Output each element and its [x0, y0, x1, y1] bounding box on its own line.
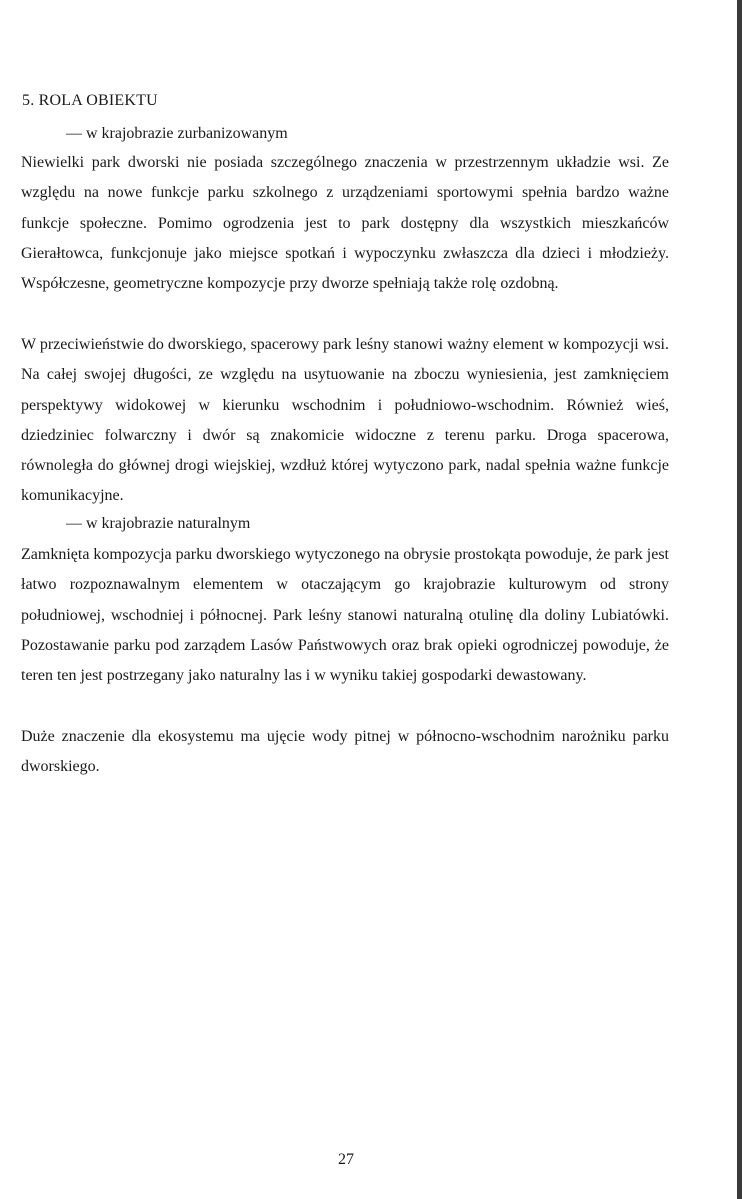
paragraph-natural-2: Duże znaczenie dla ekosystemu ma ujęcie wody pitnej w północno-wschodnim narożniku parku dworskiego. [21, 728, 669, 776]
paragraph-natural-1: Zamknięta kompozycja parku dworskiego wytyczonego na obrysie prostokąta powoduje, że park jest łatwo rozpoznawalnym elementem w otaczającym go krajobrazie kulturowym od strony południowej, wschodniej i północnej. Park leśny stanowi naturalną otulinę dla doliny Lubiatówki. Pozostawanie parku pod zarządem Lasów Państwowych oraz brak opieki ogrodniczej powoduje, że teren ten jest postrzegany jako naturalny las i w wyniku takiej gospodarki dewastowany. [21, 546, 669, 685]
scan-edge-strip [737, 0, 742, 1199]
paragraph-urban-1: Niewielki park dworski nie posiada szczególnego znaczenia w przestrzennym układzie wsi. Ze względu na nowe funkcje parku szkolnego z urządzeniami sportowymi spełnia bardzo ważne funkcje społeczne. Pomimo ogrodzenia jest to park dostępny dla wszystkich mieszkańców Gierałtowca, funkcjonuje jako miejsce spotkań i wypoczynku zwłaszcza dla dzieci i młodzieży. Współczesne, geometryczne kompozycje przy dworze spełniają także rolę ozdobną. [21, 154, 669, 293]
subsection-heading-natural: — w krajobrazie naturalnym [66, 515, 251, 532]
paragraph-urban-2: W przeciwieństwie do dworskiego, spacerowy park leśny stanowi ważny element w kompozycji wsi. Na całej swojej długości, ze względu na usytuowanie na zboczu wyniesienia, jest zamknięciem perspektywy widokowej w kierunku wschodnim i południowo-wschodnim. Również wieś, dziedziniec folwarczny i dwór są znakomicie widoczne z terenu parku. Droga spacerowa, równoległa do głównej drogi wiejskiej, wzdłuż której wytyczono park, nadal spełnia ważne funkcje komunikacyjne. [21, 336, 669, 505]
subsection-heading-urban: — w krajobrazie zurbanizowanym [66, 125, 288, 142]
section-heading: 5. ROLA OBIEKTU [22, 92, 158, 109]
page-number: 27 [338, 1151, 354, 1168]
